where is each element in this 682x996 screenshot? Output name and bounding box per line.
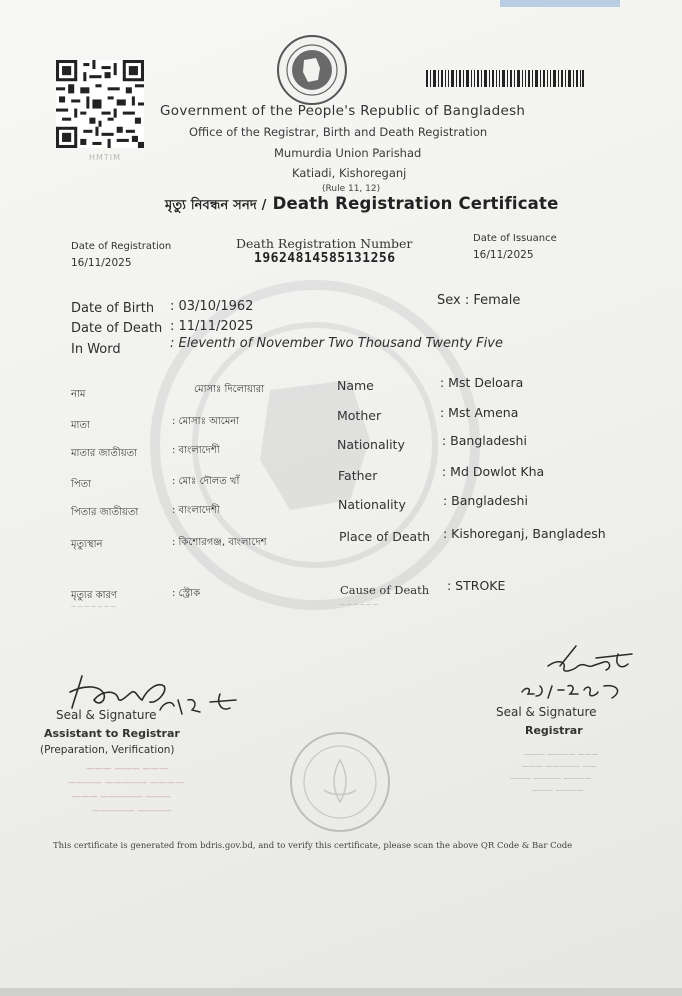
certificate-title — [165, 194, 559, 217]
issuance-date-label: Date of Issuance — [473, 233, 557, 244]
title-bangla: মৃত্যু নিবন্ধন সনদ / — [165, 198, 267, 213]
bn-name-value: মোসাঃ দিলোয়ারা — [194, 384, 265, 395]
faded-stamp-left: ——— ——— ——— — [86, 764, 168, 774]
name-value: : Mst Deloara — [440, 375, 524, 390]
death-date-value: : 11/11/2025 — [170, 319, 254, 334]
registrar-title: Registrar — [525, 724, 583, 737]
faded-stamp-right-3: ——— ———— ———— — [510, 774, 592, 782]
mother-nationality-label: Nationality — [337, 437, 405, 452]
mother-value: : Mst Amena — [440, 405, 519, 420]
background-strip — [500, 0, 620, 7]
government-name: Government of the People's Republic of Bangladesh — [160, 103, 526, 119]
bn-mother-label: মাতা — [71, 420, 90, 431]
bn-mother-nationality-label: মাতার জাতীয়তা — [71, 448, 138, 459]
verification-footer: This certificate is generated from bdris.gov.bd, and to verify this certificate, please scan the above QR Code & Bar Code — [53, 841, 573, 851]
father-nationality-label: Nationality — [338, 497, 406, 512]
in-word-value: : Eleventh of November Two Thousand Twenty Five — [170, 336, 503, 351]
father-value: : Md Dowlot Kha — [442, 464, 545, 479]
death-date-label: Date of Death — [71, 321, 163, 336]
bn-cause-note: — — — — — — — — [71, 604, 116, 610]
birth-date-label: Date of Birth — [71, 301, 155, 316]
bn-mother-nationality-value: : বাংলাদেশী — [172, 445, 220, 456]
faded-stamp-left-3: ——— ————— ——— — [72, 792, 171, 802]
bn-death-cause-value: : স্ট্রোক — [172, 588, 201, 599]
sex-field: Sex : Female — [437, 293, 521, 308]
government-seal-icon — [276, 34, 348, 106]
name-label: Name — [337, 378, 374, 393]
registration-number-value: 19624814585131256 — [254, 251, 396, 266]
rule-reference: (Rule 11, 12) — [322, 184, 381, 194]
death-cause-label: Cause of Death — [340, 583, 430, 597]
bn-death-place-label: মৃত্যুস্থান — [71, 539, 103, 550]
title-english: Death Registration Certificate — [272, 194, 559, 213]
registration-number-label: Death Registration Number — [236, 236, 413, 251]
registrar-signature — [500, 640, 650, 714]
faded-stamp-right-2: ——— ————— —— — [522, 762, 597, 770]
issuance-date-value: 16/11/2025 — [473, 249, 534, 261]
union-name: Mumurdia Union Parishad — [274, 146, 422, 160]
bn-death-cause-label: মৃত্যুর কারণ — [71, 590, 118, 601]
faded-stamp-left-4: ————— ———— — [92, 806, 172, 816]
bn-mother-value: : মোসাঃ আমেনা — [172, 416, 240, 427]
bn-father-nationality-label: পিতার জাতীয়তা — [71, 507, 139, 518]
faded-stamp-right: ——— ———— ——— — [524, 750, 599, 758]
en-cause-note: — — — — — — — [340, 602, 378, 608]
assistant-registrar-subtitle: (Preparation, Verification) — [40, 744, 175, 756]
bn-death-place-value: : কিশোরগঞ্জ, বাংলাদেশ — [172, 537, 267, 548]
assistant-registrar-title: Assistant to Registrar — [44, 727, 180, 740]
location: Katiadi, Kishoreganj — [292, 166, 407, 180]
qr-caption: HMTIM — [89, 153, 122, 162]
mother-nationality-value: : Bangladeshi — [442, 433, 527, 448]
barcode[interactable] — [426, 70, 584, 87]
qr-code[interactable] — [56, 60, 144, 148]
office-name: Office of the Registrar, Birth and Death Registration — [189, 125, 488, 139]
death-cause-value: : STROKE — [447, 578, 506, 593]
bn-father-nationality-value: : বাংলাদেশী — [172, 505, 220, 516]
father-label: Father — [338, 468, 378, 483]
in-word-label: In Word — [71, 342, 121, 357]
mother-label: Mother — [337, 408, 382, 423]
bn-father-label: পিতা — [71, 479, 92, 490]
death-place-label: Place of Death — [339, 529, 431, 544]
death-place-value: : Kishoreganj, Bangladesh — [443, 526, 606, 541]
registration-date-value: 16/11/2025 — [71, 257, 132, 269]
registrar-office-seal-icon — [288, 730, 392, 834]
faded-stamp-right-4: ——— ———— — [532, 786, 584, 794]
birth-date-value: : 03/10/1962 — [170, 299, 254, 314]
left-seal-signature-label: Seal & Signature — [56, 708, 157, 722]
right-seal-signature-label: Seal & Signature — [496, 705, 597, 719]
bn-name-label: নাম — [71, 389, 86, 400]
father-nationality-value: : Bangladeshi — [443, 493, 528, 508]
faded-stamp-left-2: ———— ————— ———— — [68, 778, 184, 788]
bn-father-value: : মোঃ দৌলত খাঁ — [172, 476, 240, 487]
registration-date-label: Date of Registration — [71, 241, 172, 252]
